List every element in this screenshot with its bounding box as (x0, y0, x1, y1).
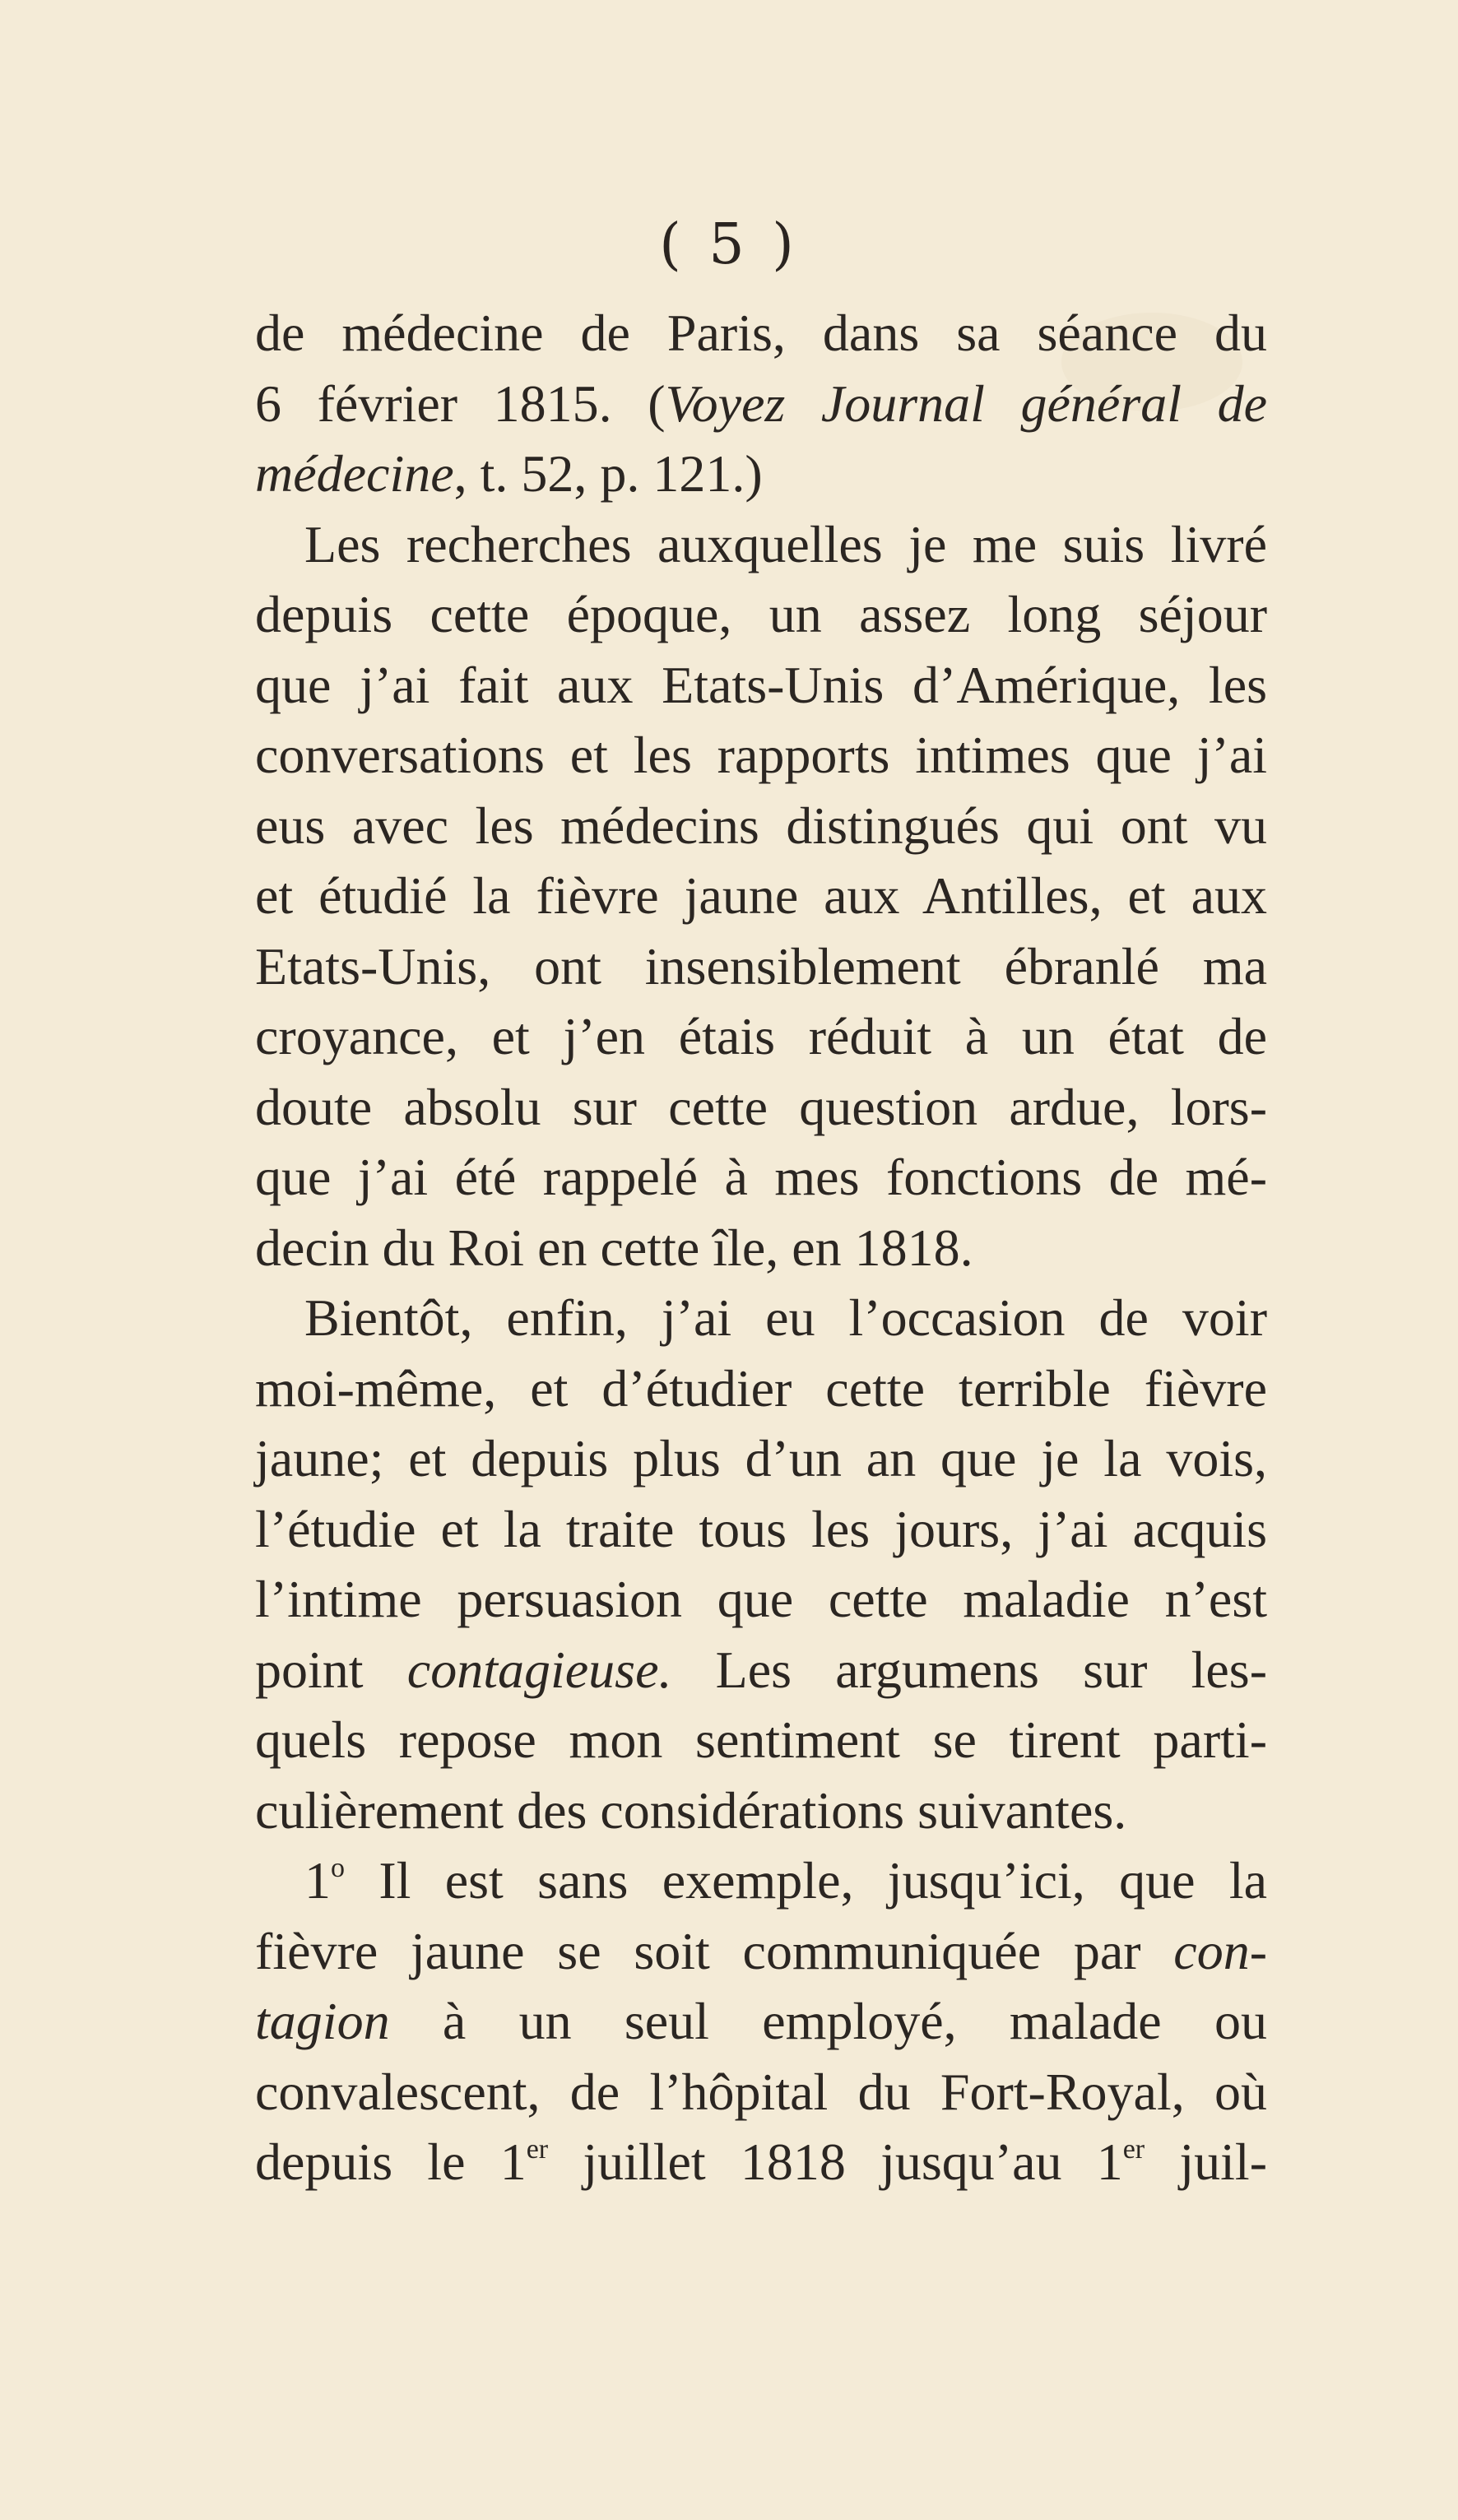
text-segment: 6 février 1815. ( (255, 374, 666, 433)
text-line (255, 509, 1267, 580)
text-line (255, 1283, 1267, 1353)
text-segment: Bientôt, enfin, j’ai eu l’occasion de voir (304, 1288, 1267, 1347)
text-segment: moi-même, et d’étudier cette terrible fièvre (255, 1358, 1267, 1418)
text-line (255, 1494, 1267, 1565)
text-segment: depuis cette époque, un assez long séjour (255, 585, 1267, 643)
text-line (255, 439, 1267, 509)
text-segment: Les argumens sur les- (671, 1640, 1268, 1699)
italic-text: Voyez Journal général de (665, 374, 1267, 433)
text-segment: doute absolu sur cette question ardue, lors- (255, 1077, 1267, 1136)
page-number: ( 5 ) (659, 212, 799, 277)
text-line (255, 1564, 1267, 1635)
superscript: er (1122, 2134, 1145, 2165)
text-segment: convalescent, de l’hôpital du Fort-Royal, où (255, 2062, 1267, 2121)
text-segment: croyance, et j’en étais réduit à un état de (255, 1007, 1267, 1065)
text-segment: fièvre jaune se soit communiquée par (255, 1921, 1174, 1980)
text-line (255, 1775, 1267, 1846)
text-segment: decin du Roi en cette île, en 1818. (255, 1218, 973, 1277)
text-line (255, 1001, 1267, 1072)
text-line (255, 369, 1267, 439)
text-line (255, 791, 1267, 861)
text-segment: Etats-Unis, ont insensiblement ébranlé ma (255, 936, 1267, 995)
text-segment: de médecine de Paris, dans sa séance du (255, 304, 1267, 362)
text-segment: à un seul employé, malade ou (389, 1992, 1267, 2050)
text-line (255, 1142, 1267, 1213)
text-line (255, 1213, 1267, 1283)
text-segment: point (255, 1640, 407, 1699)
body-text (255, 298, 1267, 2197)
text-segment: Les recherches auxquelles je me suis livré (304, 514, 1267, 573)
text-segment: jaune; et depuis plus d’un an que je la vois, (255, 1429, 1267, 1487)
text-line (255, 2057, 1267, 2128)
text-segment: conversations et les rapports intimes que j’ai (255, 726, 1267, 784)
italic-text: con- (1173, 1921, 1267, 1980)
text-line (255, 1845, 1267, 1916)
text-segment: , t. 52, p. 121.) (453, 444, 763, 503)
text-line (255, 298, 1267, 369)
text-line (255, 861, 1267, 931)
text-segment: quels repose mon sentiment se tirent parti- (255, 1710, 1267, 1769)
text-segment: l’intime persuasion que cette maladie n’est (255, 1570, 1267, 1628)
text-line (255, 1423, 1267, 1494)
text-line (255, 1986, 1267, 2057)
italic-text: contagieuse. (406, 1640, 672, 1699)
text-line (255, 1705, 1267, 1775)
text-line (255, 1072, 1267, 1143)
text-segment: eus avec les médecins distingués qui ont vu (255, 796, 1267, 855)
text-line (255, 1635, 1267, 1706)
text-line (255, 931, 1267, 1002)
text-segment: 1 (304, 1851, 331, 1910)
text-line (255, 650, 1267, 721)
text-segment: que j’ai fait aux Etats-Unis d’Amérique, les (255, 655, 1267, 714)
text-segment: l’étudie et la traite tous les jours, j’ai acquis (255, 1499, 1267, 1558)
text-line (255, 2127, 1267, 2197)
text-segment: que j’ai été rappelé à mes fonctions de mé- (255, 1148, 1267, 1206)
superscript: o (331, 1853, 345, 1883)
text-segment: Il est sans exemple, jusqu’ici, que la (345, 1851, 1267, 1910)
text-line (255, 1353, 1267, 1424)
text-segment: culièrement des considérations suivantes. (255, 1780, 1127, 1840)
text-segment: juillet 1818 jusqu’au 1 (548, 2132, 1123, 2191)
italic-text: médecine (255, 444, 454, 503)
text-segment: juil- (1145, 2132, 1268, 2191)
superscript: er (526, 2134, 549, 2165)
text-line (255, 579, 1267, 650)
italic-text: tagion (255, 1992, 390, 2050)
text-line (255, 720, 1267, 791)
text-segment: et étudié la fièvre jaune aux Antilles, et aux (255, 866, 1267, 925)
text-segment: depuis le 1 (255, 2132, 527, 2191)
text-line (255, 1916, 1267, 1987)
